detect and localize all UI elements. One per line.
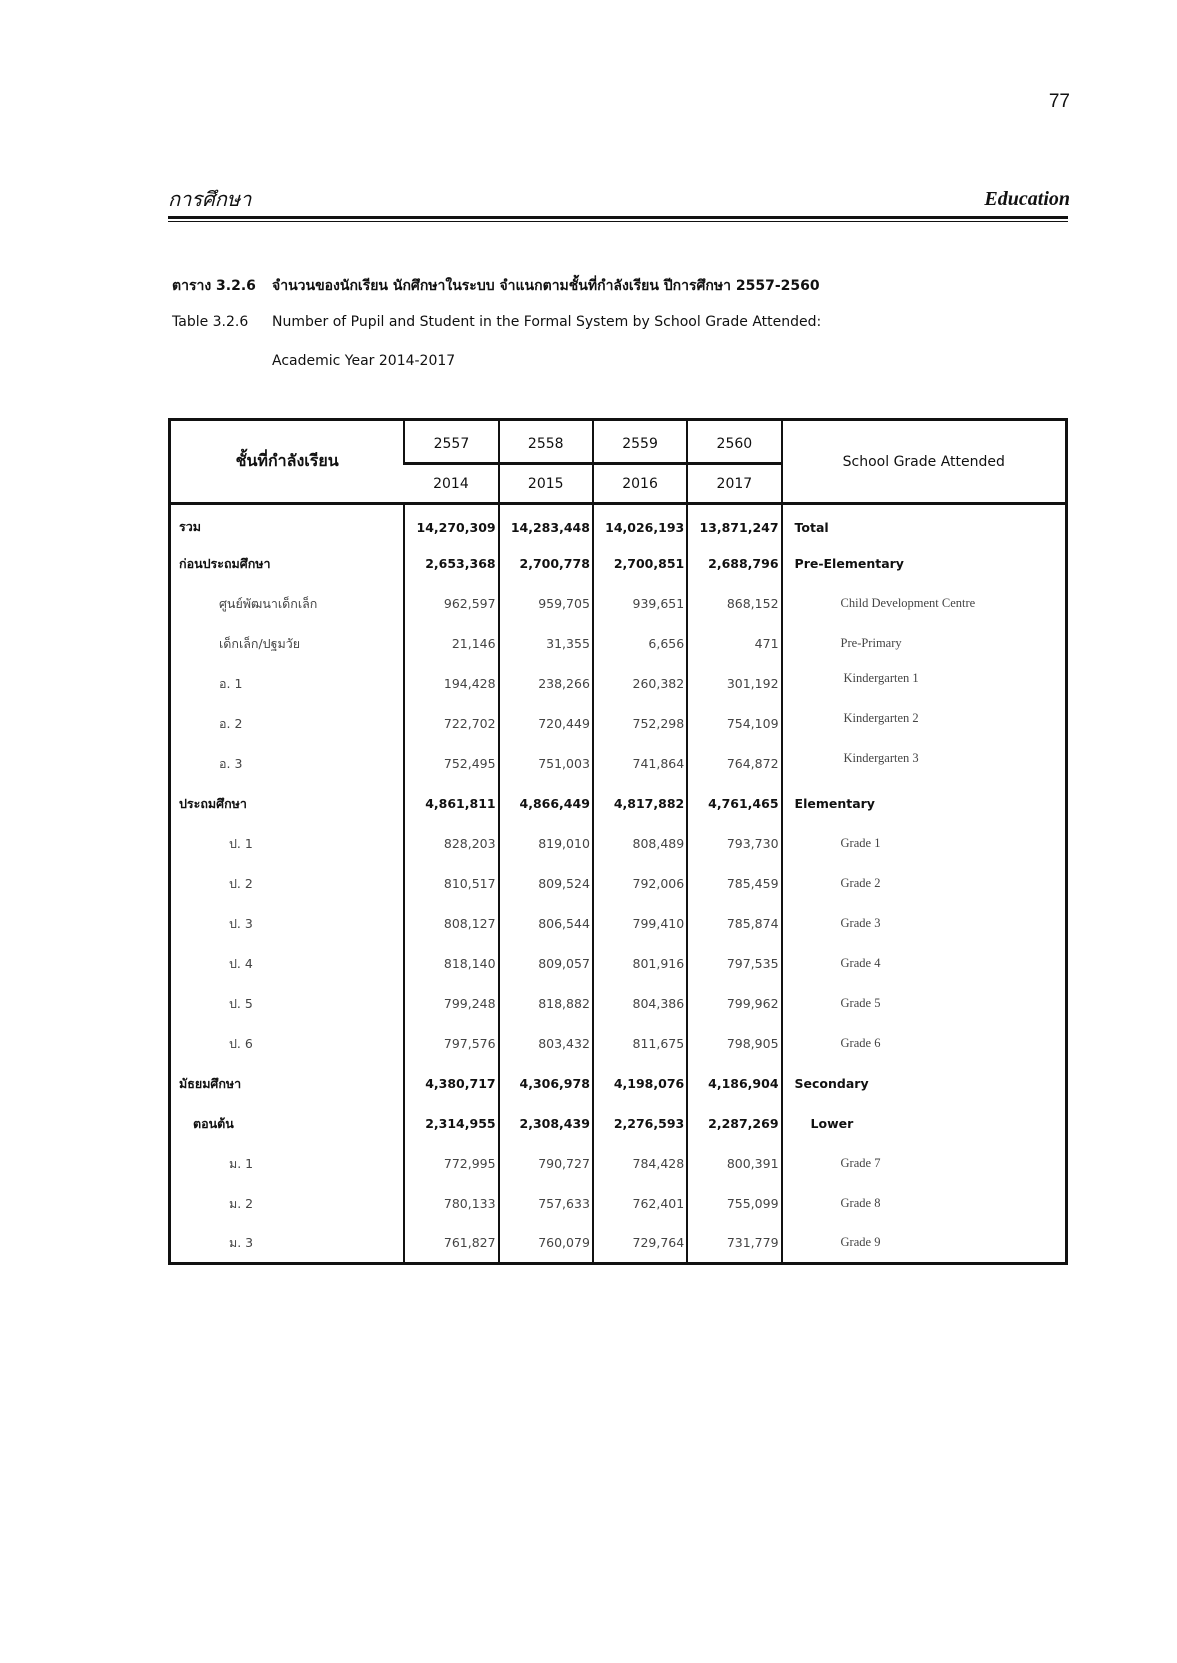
row-label-thai: อ. 1 (219, 675, 243, 691)
row-label-thai: ป. 1 (229, 835, 253, 851)
row-value: 194,428 (404, 664, 498, 704)
row-label-thai: ป. 6 (229, 1035, 253, 1051)
row-label-english: Pre-Primary (782, 624, 1067, 664)
section-header-thai: การศึกษา (168, 187, 252, 211)
row-value: 2,314,955 (404, 1104, 498, 1144)
table-row (170, 1144, 1067, 1184)
row-value: 21,146 (404, 624, 498, 664)
row-value: 797,576 (404, 1024, 498, 1064)
header-year-ce-1: 2014 (404, 464, 498, 504)
row-label-english: Kindergarten 2 (843, 711, 919, 725)
row-value: 4,817,882 (593, 784, 687, 824)
row-value: 720,449 (499, 704, 593, 744)
table-row (170, 1184, 1067, 1224)
row-value: 818,882 (499, 984, 593, 1024)
row-value: 13,871,247 (687, 504, 781, 544)
page-number: 77 (1048, 91, 1070, 112)
row-value: 780,133 (404, 1184, 498, 1224)
table-row (170, 704, 1067, 744)
table-row (170, 624, 1067, 664)
row-value: 14,283,448 (499, 504, 593, 544)
row-value: 784,428 (593, 1144, 687, 1184)
header-rule-thick (168, 216, 1068, 219)
row-label-thai: มัธยมศึกษา (179, 1075, 242, 1091)
row-label-english: Total (782, 504, 1067, 544)
header-year-be-2: 2558 (499, 420, 593, 464)
row-label-english: Grade 5 (782, 984, 1067, 1024)
row-label-thai: ป. 4 (229, 955, 253, 971)
row-value: 4,186,904 (687, 1064, 781, 1104)
row-label-thai: ประถมศึกษา (179, 795, 247, 811)
row-value: 2,700,778 (499, 544, 593, 584)
table-row (170, 544, 1067, 584)
row-value: 755,099 (687, 1184, 781, 1224)
row-label-thai: ตอนต้น (193, 1115, 234, 1131)
row-value: 785,874 (687, 904, 781, 944)
table-row (170, 1224, 1067, 1264)
table-row (170, 1024, 1067, 1064)
row-value: 818,140 (404, 944, 498, 984)
row-label-thai: ศูนย์พัฒนาเด็กเล็ก (219, 595, 318, 611)
row-label-english: Grade 2 (782, 864, 1067, 904)
row-value: 959,705 (499, 584, 593, 624)
row-value: 260,382 (593, 664, 687, 704)
header-year-be-4: 2560 (687, 420, 781, 464)
row-value: 238,266 (499, 664, 593, 704)
row-value: 819,010 (499, 824, 593, 864)
header-row-be (170, 420, 1067, 464)
row-value: 2,276,593 (593, 1104, 687, 1144)
row-value: 772,995 (404, 1144, 498, 1184)
row-label-english: Secondary (782, 1064, 1067, 1104)
row-value: 868,152 (687, 584, 781, 624)
row-value: 757,633 (499, 1184, 593, 1224)
row-value: 799,248 (404, 984, 498, 1024)
row-label-english: Grade 6 (782, 1024, 1067, 1064)
row-label-thai: ป. 5 (229, 995, 253, 1011)
row-label-thai: อ. 3 (219, 755, 243, 771)
table-row (170, 1064, 1067, 1104)
table-row (170, 1104, 1067, 1144)
header-year-be-3: 2559 (593, 420, 687, 464)
row-value: 798,905 (687, 1024, 781, 1064)
row-value: 803,432 (499, 1024, 593, 1064)
row-value: 751,003 (499, 744, 593, 784)
row-value: 2,688,796 (687, 544, 781, 584)
row-value: 4,761,465 (687, 784, 781, 824)
row-label-english: Lower (782, 1104, 1067, 1144)
row-value: 14,270,309 (404, 504, 498, 544)
row-value: 810,517 (404, 864, 498, 904)
row-value: 752,298 (593, 704, 687, 744)
row-value: 6,656 (593, 624, 687, 664)
row-label-english: Elementary (782, 784, 1067, 824)
row-value: 806,544 (499, 904, 593, 944)
row-value: 4,866,449 (499, 784, 593, 824)
row-value: 31,355 (499, 624, 593, 664)
row-label-thai: ก่อนประถมศึกษา (179, 555, 271, 571)
table-row (170, 904, 1067, 944)
row-value: 809,524 (499, 864, 593, 904)
row-value: 14,026,193 (593, 504, 687, 544)
row-value: 828,203 (404, 824, 498, 864)
row-value: 752,495 (404, 744, 498, 784)
table-row (170, 984, 1067, 1024)
caption-english-text-line2: Academic Year 2014-2017 (272, 353, 456, 369)
row-value: 808,127 (404, 904, 498, 944)
header-year-ce-3: 2016 (593, 464, 687, 504)
row-value: 2,308,439 (499, 1104, 593, 1144)
section-header-english: Education (984, 188, 1070, 210)
row-value: 4,861,811 (404, 784, 498, 824)
row-value: 4,380,717 (404, 1064, 498, 1104)
row-value: 761,827 (404, 1224, 498, 1264)
row-label-english: Grade 1 (782, 824, 1067, 864)
row-value: 939,651 (593, 584, 687, 624)
header-year-be-1: 2557 (404, 420, 498, 464)
table-row (170, 664, 1067, 704)
row-value: 760,079 (499, 1224, 593, 1264)
table-row (170, 504, 1067, 544)
row-label-english: Grade 8 (782, 1184, 1067, 1224)
row-value: 301,192 (687, 664, 781, 704)
header-grade-english: School Grade Attended (782, 420, 1067, 504)
row-value: 808,489 (593, 824, 687, 864)
table-row (170, 744, 1067, 784)
row-value: 2,653,368 (404, 544, 498, 584)
caption-english-text: Number of Pupil and Student in the Formal System by School Grade Attended: (272, 314, 822, 330)
row-value: 4,198,076 (593, 1064, 687, 1104)
row-label-thai: ม. 1 (229, 1155, 254, 1171)
row-value: 793,730 (687, 824, 781, 864)
row-label-thai: เด็กเล็ก/ปฐมวัย (219, 635, 301, 651)
row-value: 962,597 (404, 584, 498, 624)
row-value: 2,287,269 (687, 1104, 781, 1144)
row-value: 799,962 (687, 984, 781, 1024)
row-value: 2,700,851 (593, 544, 687, 584)
row-label-thai: ป. 3 (229, 915, 253, 931)
row-value: 800,391 (687, 1144, 781, 1184)
header-grade-thai: ชั้นที่กำลังเรียน (170, 420, 405, 504)
table-row (170, 584, 1067, 624)
row-value: 762,401 (593, 1184, 687, 1224)
row-value: 801,916 (593, 944, 687, 984)
row-value: 764,872 (687, 744, 781, 784)
table-row (170, 784, 1067, 824)
table-row (170, 864, 1067, 904)
row-value: 809,057 (499, 944, 593, 984)
row-label-english: Grade 9 (782, 1224, 1067, 1264)
header-rule-thin (168, 221, 1068, 222)
row-value: 731,779 (687, 1224, 781, 1264)
header-year-ce-2: 2015 (499, 464, 593, 504)
row-label-english: Kindergarten 1 (843, 671, 919, 685)
row-label-english: Kindergarten 3 (843, 751, 919, 765)
caption-english-label: Table 3.2.6 (172, 314, 249, 330)
caption-thai-text: จำนวนของนักเรียน นักศึกษาในระบบ จำแนกตามชั้นที่กำลังเรียน ปีการศึกษา 2557-2560 (272, 278, 820, 294)
row-value: 811,675 (593, 1024, 687, 1064)
row-value: 792,006 (593, 864, 687, 904)
row-value: 471 (687, 624, 781, 664)
row-label-thai: ม. 3 (229, 1234, 254, 1250)
header-year-ce-4: 2017 (687, 464, 781, 504)
row-label-english: Child Development Centre (782, 584, 1067, 624)
row-value: 799,410 (593, 904, 687, 944)
caption-thai-label: ตาราง 3.2.6 (172, 278, 256, 294)
students-table (168, 418, 1068, 1265)
row-value: 722,702 (404, 704, 498, 744)
table-row (170, 944, 1067, 984)
row-value: 4,306,978 (499, 1064, 593, 1104)
row-label-english: Grade 7 (782, 1144, 1067, 1184)
row-label-thai: ม. 2 (229, 1195, 254, 1211)
row-value: 741,864 (593, 744, 687, 784)
row-label-english: Grade 4 (782, 944, 1067, 984)
row-value: 790,727 (499, 1144, 593, 1184)
row-value: 797,535 (687, 944, 781, 984)
row-value: 785,459 (687, 864, 781, 904)
table-row (170, 824, 1067, 864)
row-label-thai: ป. 2 (229, 875, 253, 891)
row-label-thai: อ. 2 (219, 715, 243, 731)
row-label-thai: รวม (179, 519, 201, 535)
row-label-english: Pre-Elementary (782, 544, 1067, 584)
row-value: 754,109 (687, 704, 781, 744)
row-value: 729,764 (593, 1224, 687, 1264)
row-value: 804,386 (593, 984, 687, 1024)
row-label-english: Grade 3 (782, 904, 1067, 944)
